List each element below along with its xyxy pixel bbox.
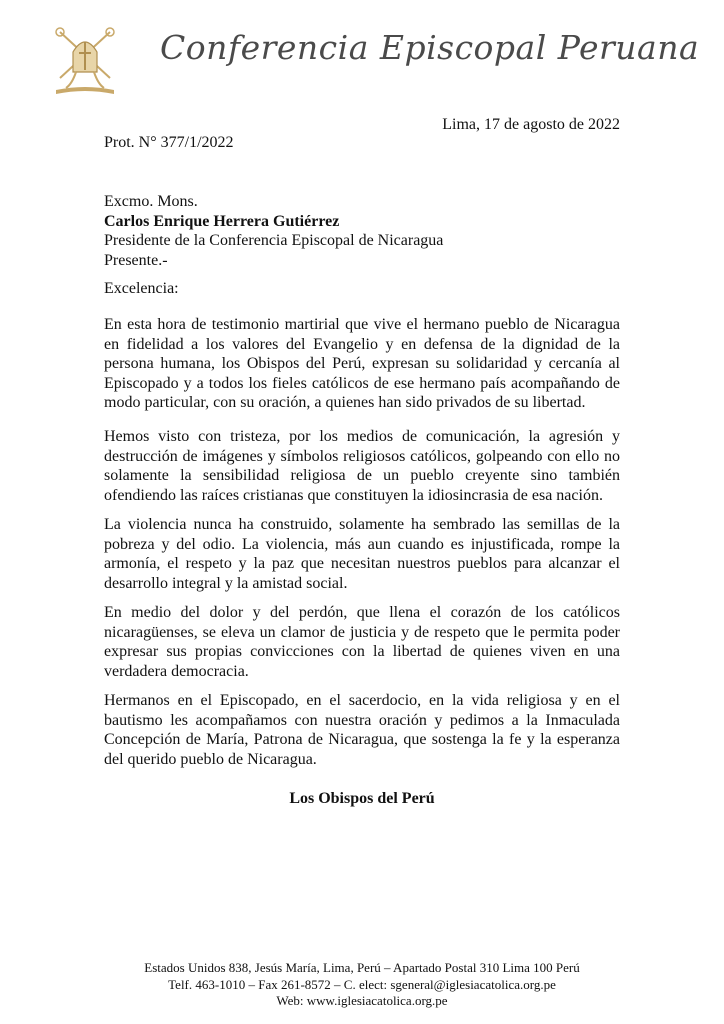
protocol-number: Prot. N° 377/1/2022	[104, 134, 234, 151]
letter-date: Lima, 17 de agosto de 2022	[442, 116, 620, 133]
recipient-name: Carlos Enrique Herrera Gutiérrez	[104, 212, 340, 230]
episcopal-crest-icon	[54, 26, 116, 96]
footer-contact: Telf. 463-1010 – Fax 261-8572 – C. elect: sgeneral@iglesiacatolica.org.pe	[168, 976, 556, 992]
body-paragraph: En medio del dolor y del perdón, que llena el corazón de los católicos nicaragüenses, se eleva un clamor de justicia y de respeto que le permita poder expresar sus propias convicciones con la libertad de quienes viven en una verdadera democracia.	[104, 604, 620, 680]
body-paragraph: Hermanos en el Episcopado, en el sacerdocio, en la vida religiosa y en el bautismo les acompañamos con nuestra oración y pedimos a la Inmaculada Concepción de María, Patrona de Nicaragua, que sostenga la fe y la esperanza del querido pueblo de Nicaragua.	[104, 692, 620, 768]
footer	[0, 960, 724, 1010]
recipient-closing: Presente.-	[104, 251, 168, 269]
salutation: Excelencia:	[104, 280, 179, 297]
signature: Los Obispos del Perú	[289, 790, 435, 807]
body-paragraph: Hemos visto con tristeza, por los medios de comunicación, la agresión y destrucción de imágenes y símbolos religiosos católicos, golpeando con ello no solamente la sensibilidad religiosa de un pueblo creyente sino también ofendiendo las raíces cristianas que constituyen la idiosincrasia de esa nación.	[104, 428, 620, 504]
recipient-block	[104, 192, 443, 270]
body-paragraph: En esta hora de testimonio martirial que vive el hermano pueblo de Nicaragua en fidelidad a los valores del Evangelio y en defensa de la dignidad de la persona humana, los Obispos del Perú, expresan su solidaridad y cercanía al Episcopado y a todos los fieles católicos de ese hermano país acompañando de modo particular, con su oración, a quienes han sido privados de su libertad.	[104, 316, 620, 412]
organization-name: Conferencia Episcopal Peruana	[160, 28, 700, 67]
body-paragraph: La violencia nunca ha construido, solamente ha sembrado las semillas de la pobreza y del odio. La violencia, más aun cuando es injustificada, rompe la armonía, el respeto y la paz que necesitan nuestros pueblos para alcanzar el desarrollo integral y la amistad social.	[104, 516, 620, 592]
recipient-title: Excmo. Mons.	[104, 193, 198, 210]
footer-web: Web: www.iglesiacatolica.org.pe	[276, 993, 448, 1008]
recipient-position: Presidente de la Conferencia Episcopal de Nicaragua	[104, 232, 444, 250]
footer-address: Estados Unidos 838, Jesús María, Lima, Perú – Apartado Postal 310 Lima 100 Perú	[144, 960, 580, 975]
